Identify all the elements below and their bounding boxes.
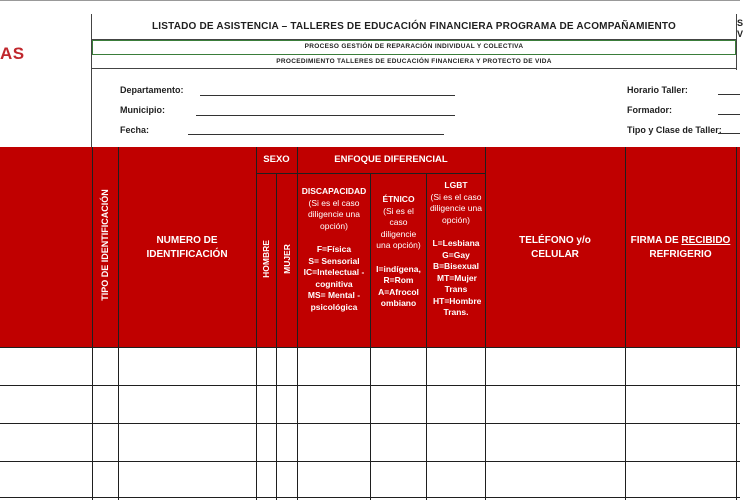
fecha-label: Fecha: <box>120 125 150 135</box>
hdr-line <box>92 147 93 347</box>
top-border <box>0 0 740 4</box>
horario-field[interactable] <box>718 94 740 95</box>
lgbt-option: G=Gay <box>442 249 470 260</box>
discapacidad-cell <box>298 186 370 313</box>
logo-box <box>0 14 92 148</box>
departamento-label: Departamento: <box>120 85 184 95</box>
tipo-taller-field[interactable] <box>718 133 740 134</box>
lgbt-cell <box>427 180 485 319</box>
body-col-line <box>736 347 737 500</box>
procedure-label: PROCEDIMIENTO TALLERES DE EDUCACIÓN FINANCIERA Y PROTECTO DE VIDA <box>276 58 552 65</box>
tipo-taller-label: Tipo y Clase de Taller: <box>627 125 722 135</box>
lgbt-title: LGBT <box>444 180 468 190</box>
mujer-header: MUJER <box>282 244 292 274</box>
etnico-option: R=Rom <box>383 275 414 285</box>
hdr-line <box>256 147 257 347</box>
firma-prefix: FIRMA DE <box>630 235 682 246</box>
lgbt-option: HT=Hombre Trans. <box>433 295 482 317</box>
discapacidad-option: IC=Intelectual - cognitiva <box>303 267 365 289</box>
tipo-identificacion-header: TIPO DE IDENTIFICACIÓN <box>100 189 110 301</box>
discapacidad-title: DISCAPACIDAD <box>301 186 367 196</box>
etnico-option: A=Afrocolombiano <box>378 286 419 308</box>
departamento-field[interactable] <box>200 95 455 96</box>
fecha-field[interactable] <box>188 134 444 135</box>
lgbt-note: (Si es el caso diligencie una opción) <box>430 191 482 225</box>
body-col-line <box>625 347 626 500</box>
sexo-header: SEXO <box>263 154 290 165</box>
document-title: LISTADO DE ASISTENCIA – TALLERES DE EDUCACIÓN FINANCIERA PROGRAMA DE ACOMPAÑAMIENTO <box>151 21 677 32</box>
firma-recibido: RECIBIDO <box>681 235 731 246</box>
corner-fragment-top: S <box>737 18 743 28</box>
horario-label: Horario Taller: <box>627 85 688 95</box>
body-col-line <box>370 347 371 500</box>
process-label: PROCESO GESTIÓN DE REPARACIÓN INDIVIDUAL Y COLECTIVA <box>304 43 524 50</box>
firma-header <box>625 234 736 262</box>
body-col-line <box>118 347 119 500</box>
municipio-field[interactable] <box>196 115 455 116</box>
enfoque-header: ENFOQUE DIFERENCIAL <box>334 154 448 165</box>
numero-identificacion-header <box>118 234 256 262</box>
corner-fragment-bottom: V <box>737 29 743 39</box>
hombre-header: HOMBRE <box>261 240 271 278</box>
etnico-title: ÉTNICO <box>382 194 415 204</box>
discapacidad-option: F=Física <box>316 244 352 254</box>
numero-identificacion-text: NUMERO DE IDENTIFICACIÓN <box>146 235 228 260</box>
formador-label: Formador: <box>627 105 672 115</box>
lgbt-option: B=Bisexual <box>432 261 480 271</box>
hdr-line <box>256 173 485 174</box>
telefono-text: TELÉFONO y/o CELULAR <box>519 235 591 260</box>
discapacidad-option: S= Sensorial <box>308 255 360 266</box>
etnico-cell <box>371 194 426 310</box>
discapacidad-option: MS= Mental - psicológica <box>307 290 361 312</box>
lgbt-option: L=Lesbiana <box>432 238 480 248</box>
municipio-label: Municipio: <box>120 105 165 115</box>
body-col-line <box>276 347 277 500</box>
body-col-line <box>426 347 427 500</box>
body-col-line <box>92 347 93 500</box>
firma-suffix: REFRIGERIO <box>649 249 712 260</box>
body-col-line <box>297 347 298 500</box>
etnico-option: I=indígena, <box>376 263 421 274</box>
hdr-line <box>736 147 737 347</box>
formador-field[interactable] <box>718 114 740 115</box>
body-col-line <box>485 347 486 500</box>
body-col-line <box>256 347 257 500</box>
lgbt-option: MT=Mujer Trans <box>437 272 477 294</box>
telefono-header <box>485 234 625 262</box>
logo-fragment: AS <box>0 44 25 63</box>
discapacidad-note: (Si es el caso diligencie una opción) <box>308 197 360 231</box>
etnico-note: (Si es el caso diligencie una opción) <box>376 205 421 250</box>
hdr-line <box>276 173 277 347</box>
